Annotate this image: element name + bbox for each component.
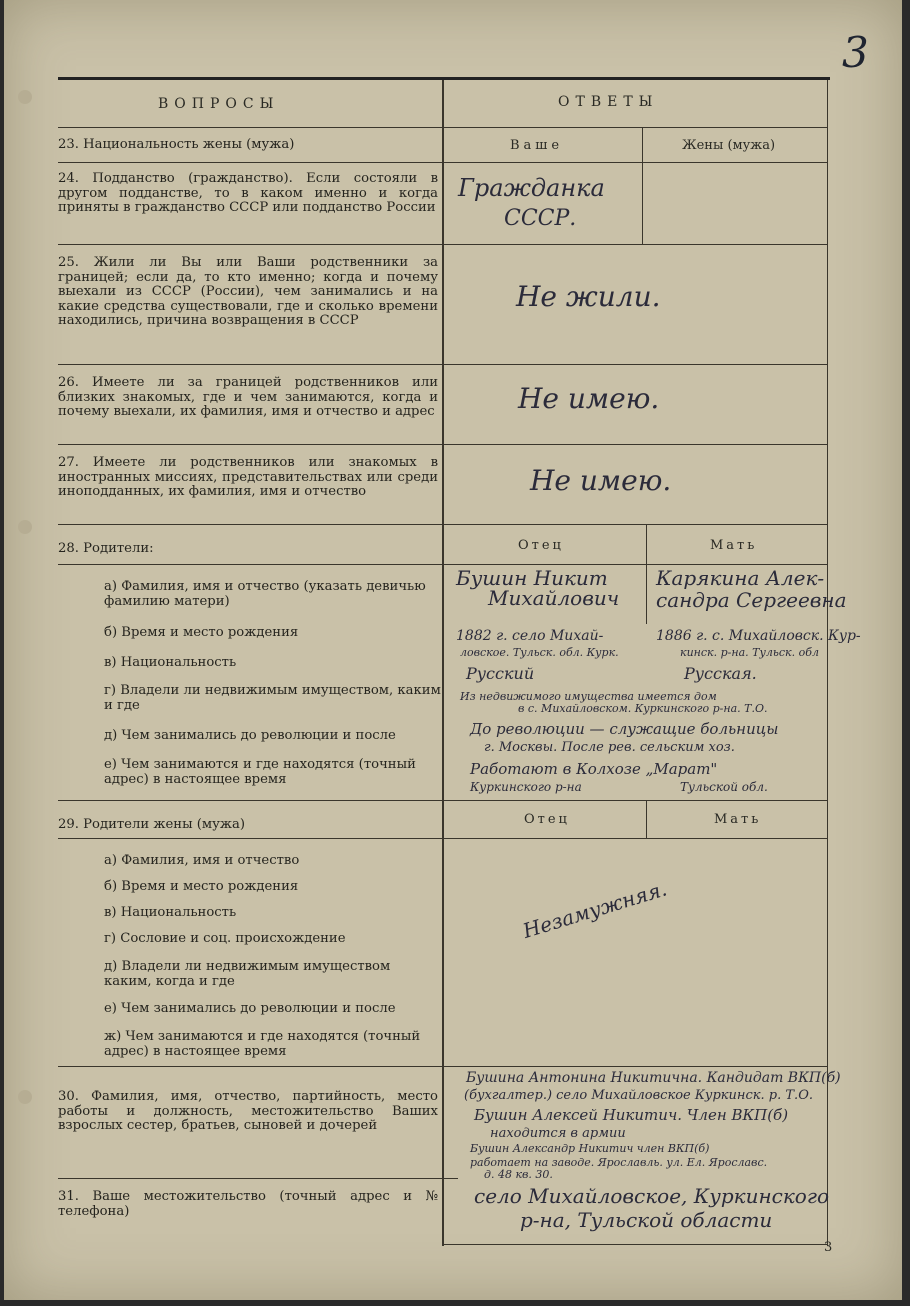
question-28c: в) Национальность [104,655,237,670]
answer-30-7: д. 48 кв. 30. [484,1168,553,1181]
answer-27: Не имею. [530,464,672,497]
answer-30-6: работает на заводе. Ярославль. ул. Ел. Ярославс. [470,1156,768,1169]
document-page [4,0,902,1300]
row-rule [58,838,828,839]
answer-30-2: (бухгалтер.) село Михайловское Куркинск. р. Т.О. [464,1088,813,1103]
answer-28a-mother-1: Карякина Алек- [656,566,825,590]
answer-28f-2: Куркинского р-на [470,780,582,794]
column-mother: Мать [710,538,758,553]
column-mother-2: Мать [714,812,762,827]
row-rule [58,244,828,245]
answer-28e-1: До революции — служащие больницы [470,720,779,738]
question-23: 23. Национальность жены (мужа) [58,137,295,152]
question-29a: а) Фамилия, имя и отчество [104,853,300,868]
answer-30-1: Бушина Антонина Никитична. Кандидат ВКП(б) [466,1070,841,1086]
punch-hole [18,90,32,104]
answer-28a-father-2: Михайлович [488,586,620,610]
answer-28c-father: Русский [466,664,535,683]
answer-28b-father-1: 1882 г. село Михай- [456,628,604,644]
question-31: 31. Ваше местожительство (точный адрес и № телефона) [58,1189,438,1219]
header-questions: ВОПРОСЫ [158,96,280,112]
question-24: 24. Подданство (гражданство). Если состояли в другом подданстве, то в каком именно и когда приняты в гражданство СССР или подданство России [58,171,438,215]
row-rule [58,564,828,565]
header-answers: ОТВЕТЫ [558,94,659,110]
answer-29: Незамужняя. [520,876,670,943]
answer-28b-mother-1: 1886 г. с. Михайловск. Кур- [656,628,861,644]
answer-28d-1: Из недвижимого имущества имеется дом [460,690,717,703]
question-28f: е) Чем занимаются и где находятся (точный адрес) в настоящее время [104,757,416,787]
handwritten-page-number: 3 [842,28,869,77]
column-spouse: Жены (мужа) [682,138,776,153]
answer-31-2: р-на, Тульской области [520,1208,773,1232]
answer-28a-mother-2: сандра Сергеевна [656,588,847,612]
answer-24-line2: СССР. [504,206,577,231]
question-28b: б) Время и место рождения [104,625,299,640]
question-30: 30. Фамилия, имя, отчество, партийность, место работы и должность, местожительство Ваших взрослых сестер, братьев, сыновей и дочерей [58,1089,438,1133]
row-rule [58,444,828,445]
punch-hole [18,1090,32,1104]
answer-26: Не имею. [518,382,660,415]
row-rule [58,1066,828,1067]
column-father: Отец [518,538,564,553]
punch-hole [18,520,32,534]
answer-30-5: Бушин Александр Никитич член ВКП(б) [470,1142,710,1155]
bottom-rule [442,1244,828,1245]
printed-page-number: 3 [824,1240,833,1255]
answer-28f-3: Тульской обл. [680,780,768,794]
answer-28b-father-2: ловское. Тульск. обл. Курк. [460,646,619,659]
header-rule [58,127,828,128]
question-28a: а) Фамилия, имя и отчество (указать девичью фамилию матери) [104,579,426,609]
question-29c: в) Национальность [104,905,237,920]
question-29e: д) Владели ли недвижимым имуществом каким, когда и где [104,959,391,989]
row-rule [58,1178,458,1179]
row-rule [58,800,828,801]
answer-28e-2: г. Москвы. После рев. сельским хоз. [484,740,735,755]
answer-31-1: село Михайловское, Куркинского [474,1184,829,1208]
question-29d: г) Сословие и соц. происхождение [104,931,346,946]
question-25: 25. Жили ли Вы или Ваши родственники за границей; если да, то кто именно; когда и почему выехали из СССР (России), чем занимались и на какие средства существовали, где и сколько времени находились, причина возвращения в СССР [58,255,438,328]
row-rule [58,162,828,163]
question-29b: б) Время и место рождения [104,879,299,894]
question-28e: д) Чем занимались до революции и после [104,728,396,743]
answer-28b-mother-2: кинск. р-на. Тульск. обл [680,646,819,659]
answer-30-3: Бушин Алексей Никитич. Член ВКП(б) [474,1106,789,1124]
question-29g: ж) Чем занимаются и где находятся (точный адрес) в настоящее время [104,1029,421,1059]
question-28d: г) Владели ли недвижимым имуществом, каким и где [104,683,441,713]
divider [642,128,643,244]
question-29: 29. Родители жены (мужа) [58,817,246,832]
question-29f: е) Чем занимались до революции и после [104,1001,396,1016]
column-yours: Ваше [510,138,564,153]
answer-28d-2: в с. Михайловском. Куркинского р-на. Т.О. [518,702,768,715]
question-27: 27. Имеете ли родственников или знакомых в иностранных миссиях, представительствах или среди иноподданных, их фамилия, имя и отчество [58,455,438,499]
center-divider [442,80,444,1246]
answer-25: Не жили. [516,280,661,313]
question-26: 26. Имеете ли за границей родственников или близких знакомых, где и чем занимаются, когда и почему выехали, их фамилия, имя и отчество и адрес [58,375,438,419]
row-rule [58,364,828,365]
answer-28f-1: Работают в Колхозе „Марат" [470,760,718,778]
answer-24-line1: Гражданка [458,174,605,202]
answer-28a-father-1: Бушин Никит [456,566,608,590]
row-rule [58,524,828,525]
answer-30-4: находится в армии [490,1126,626,1141]
column-father-2: Отец [524,812,570,827]
question-28: 28. Родители: [58,541,154,556]
divider [646,800,647,838]
answer-28c-mother: Русская. [684,664,757,683]
divider [646,524,647,624]
top-rule [58,77,830,80]
